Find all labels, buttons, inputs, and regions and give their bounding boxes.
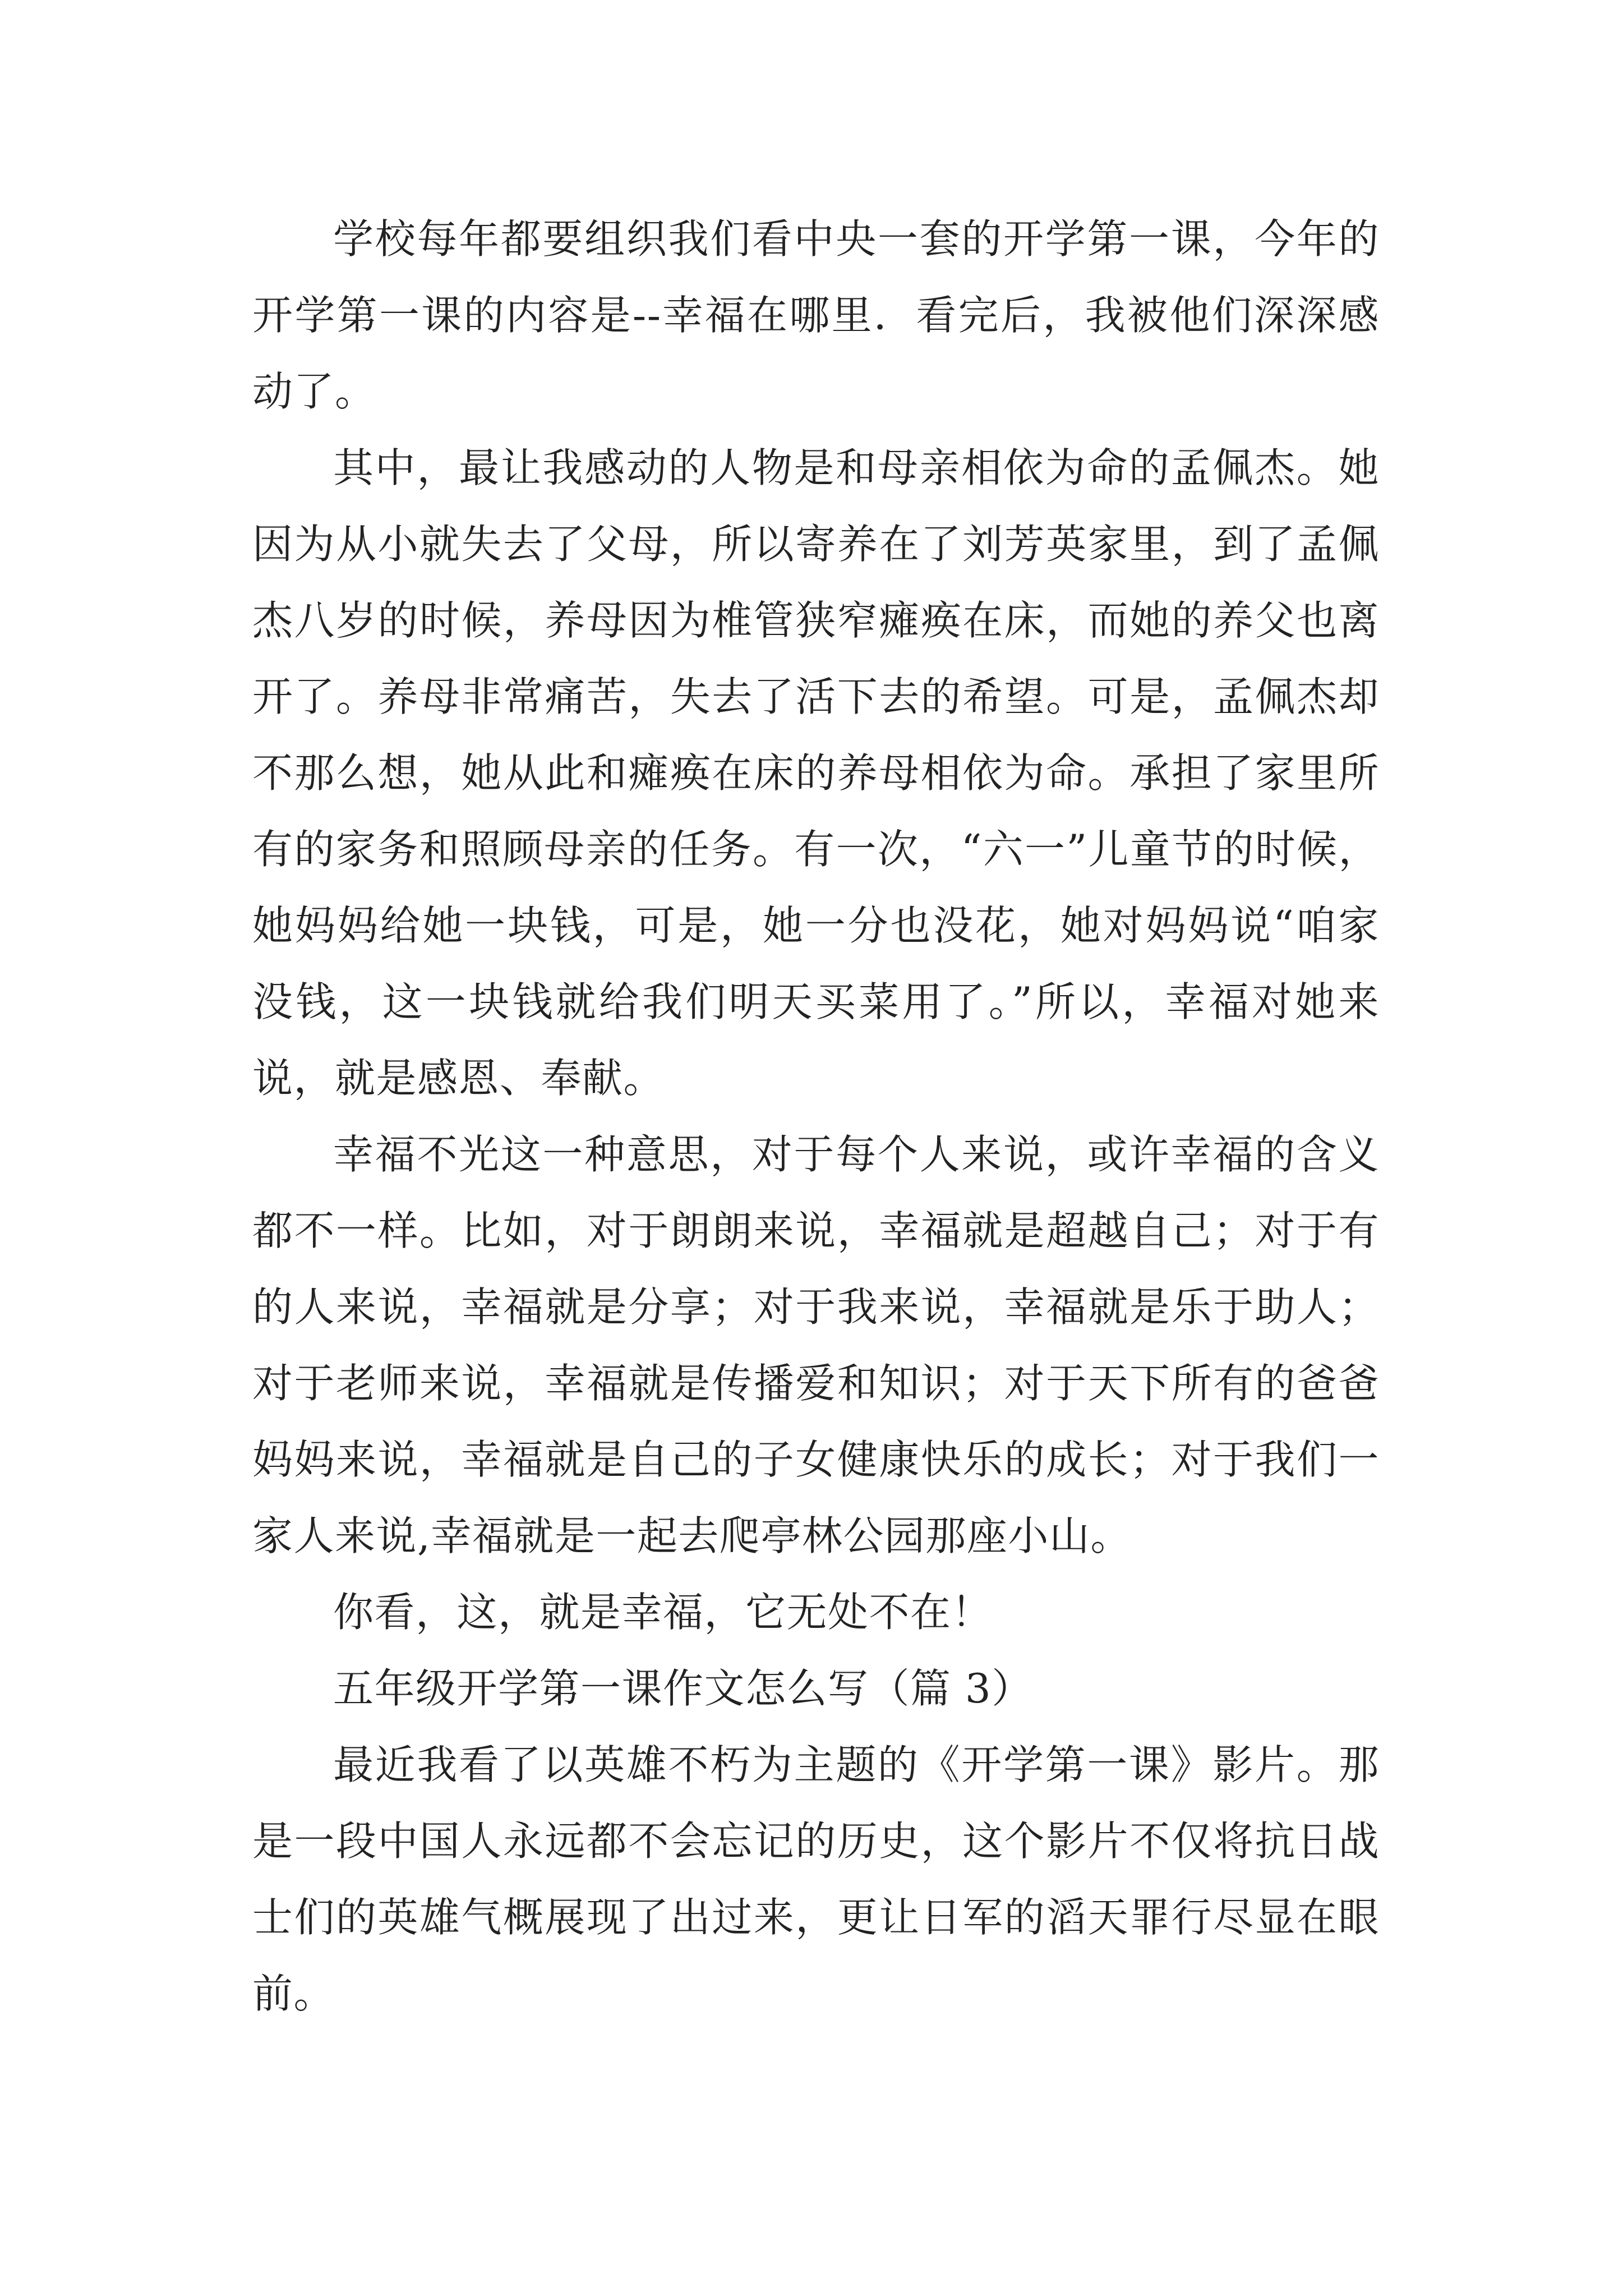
paragraph-conclusion: 你看，这，就是幸福，它无处不在！ — [333, 1589, 993, 1636]
paragraph-meng-peijie: 其中，最让我感动的人物是和母亲相依为命的孟佩杰。她因为从小就失去了父母，所以寄养在了刘芳英家里，到了孟佩杰八岁的时候，养母因为椎管狭窄瘫痪在床，而她的养父也离开了。养母非常痛苦，失去了活下去的希望。可是，孟佩杰却不那么想，她从此和瘫痪在床的养母相依为命。承担了家里所有的家务和照顾母亲的任务。有一次，“六一”儿童节的时候，她妈妈给她一块钱，可是，她一分也没花，她对妈妈说“咱家没钱，这一块钱就给我们明天买菜用了。”所以，幸福对她来说，就是感恩、奉献。 — [252, 444, 1380, 1102]
document-body — [252, 201, 1380, 2032]
paragraph-heroes-film: 最近我看了以英雄不朽为主题的《开学第一课》影片。那是一段中国人永远都不会忘记的历史，这个影片不仅将抗日战士们的英雄气概展现了出过来，更让日军的滔天罪行尽显在眼前。 — [252, 1741, 1380, 2017]
paragraph-intro: 学校每年都要组织我们看中央一套的开学第一课，今年的开学第一课的内容是--幸福在哪里．看完后，我被他们深深感动了。 — [252, 215, 1380, 415]
section-heading: 五年级开学第一课作文怎么写（篇 3） — [333, 1665, 1033, 1712]
paragraph-meaning-of-happiness: 幸福不光这一种意思，对于每个人来说，或许幸福的含义都不一样。比如，对于朗朗来说，幸福就是超越自己；对于有的人来说，幸福就是分享；对于我来说，幸福就是乐于助人；对于老师来说，幸福就是传播爱和知识；对于天下所有的爸爸妈妈来说，幸福就是自己的子女健康快乐的成长；对于我们一家人来说,幸福就是一起去爬亭林公园那座小山。 — [252, 1131, 1380, 1559]
